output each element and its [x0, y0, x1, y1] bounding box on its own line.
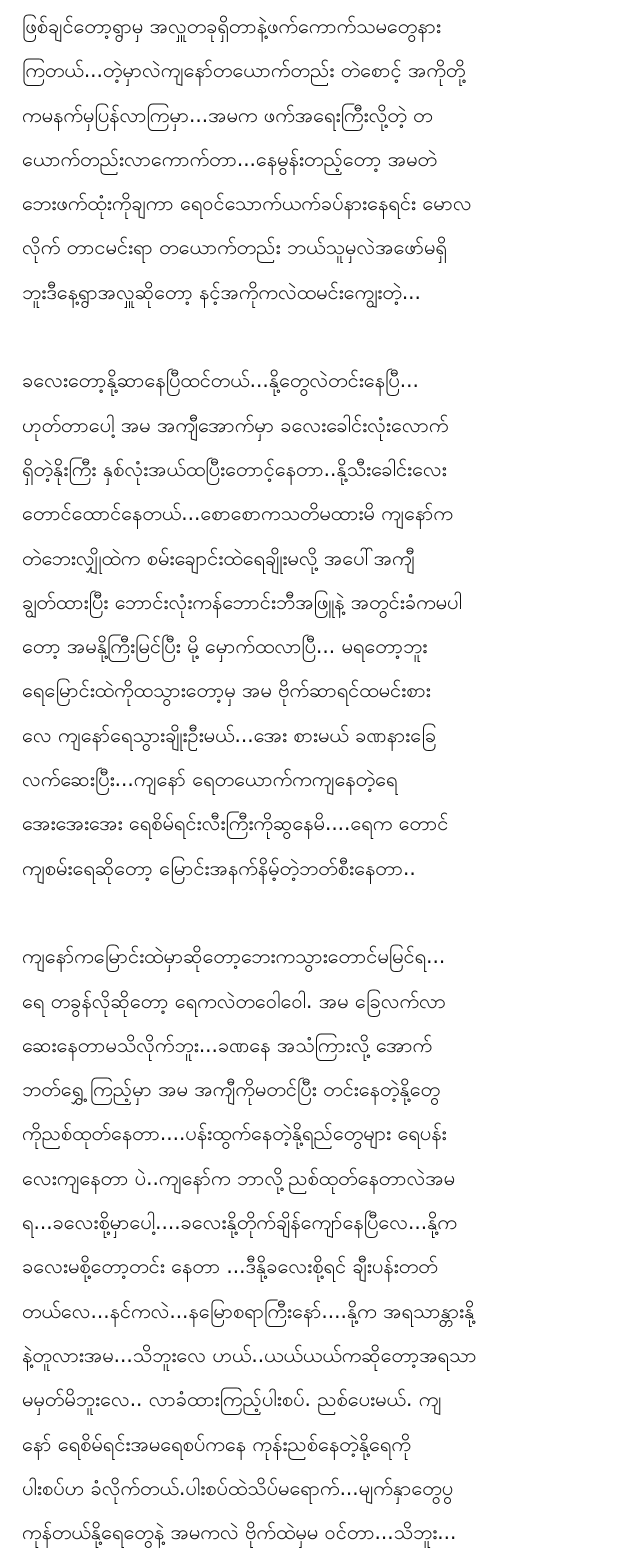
- text-line: ဘတ်ရွှေ့ ကြည့်မှာ အမ အကျီကိုမတင်ပြီး တင်းနေတဲ့နို့တွေ: [22, 1077, 441, 1102]
- text-line: တယ်လေ...နင်ကလဲ...နမြောစရာကြီးနော်....နို့က အရသာန္တားနို့: [22, 1298, 475, 1323]
- text-line: ဖြစ်ချင်တော့ရွာမှ အလှူတခုရှိတာနဲ့ဖက်ကောက်သမတွေနား: [22, 14, 441, 38]
- text-line: ခလေးတော့နို့ဆာနေပြီထင်တယ်...နို့တွေလဲတင်းနေပြီ...: [22, 368, 419, 393]
- text-line: ပါးစပ်ဟ ခံလိုက်တယ်.ပါးစပ်ထဲသိပ်မရောက်...မျက်နှာတွေပွ: [22, 1475, 454, 1500]
- text-line: နော် ရေစိမ်ရင်းအမရေစပ်ကနေ ကုန်းညစ်နေတဲ့နို့ရေကို: [22, 1431, 411, 1456]
- text-line: ဆေးနေတာမသိလိုက်ဘူး...ခဏနေ အသံကြားလို့ အောက်: [22, 1032, 433, 1057]
- text-line: ရေမြောင်းထဲကိုထသွားတော့မှ အမ ဗိုက်ဆာရင်ထမင်းစား: [22, 678, 431, 703]
- text-line: နဲ့တူလားအမ...သိဘူးလေ ဟယ်..ယယ်ယယ်ကဆိုတော့အရသာ: [22, 1342, 477, 1367]
- text-line: ရှိတဲ့နိုးကြီး နှစ်လုံးအယ်ထပြီးတောင့်နေတာ..နို့သီးခေါင်းလေး: [22, 456, 447, 481]
- text-line: ရေ တခွန်လိုဆိုတော့ ရေကလဲတဝေါဝေါ. အမ ခြေလက်လာ: [22, 988, 447, 1013]
- text-line: ချွတ်ထားပြီး ဘောင်းလုံးကန်ဘောင်းဘီအဖြူနဲ့ အတွင်းခံကမပါ: [22, 589, 462, 614]
- text-line: လေ ကျနော်ရေသွားချိုးဦးမယ်...အေး စားမယ် ခဏနားခြေ: [22, 722, 437, 747]
- text-line: လက်ဆေးပြီး...ကျနော် ရေတယောက်ကကျနေတဲ့ရေ: [22, 767, 398, 792]
- text-line: ကြတယ်...တဲ့မှာလဲကျနော်တယောက်တည်း တဲစောင့် အကိုတို့: [22, 58, 466, 83]
- text-line: ဘေးဖက်ထုံးကိုချကာ ရေဝင်သောက်ယက်ခပ်နားနေရင်း မောလ: [22, 191, 472, 216]
- text-line: တဲဘေးလျှိုထဲက စမ်းချောင်းထဲရေချိုးမလို့ အပေါ်အကျီ: [22, 545, 415, 570]
- paragraph: [22, 934, 619, 1554]
- text-line: လေးကျနေတာ ပဲ..ကျနော်က ဘာလို့ညစ်ထုတ်နေတာလဲအမ: [22, 1165, 456, 1190]
- text-line: မမှတ်မိဘူးလေ.. လာခံထားကြည့်ပါးစပ်. ညစ်ပေးမယ်. ကျ: [22, 1387, 442, 1412]
- text-line: ကမနက်မှပြန်လာကြမှာ...အမက ဖက်အရေးကြီးလို့တဲ့ တ: [22, 102, 433, 127]
- text-line: ဟုတ်တာပေါ့ အမ အကျီအောက်မှာ ခလေးခေါင်းလုံးလောက်: [22, 412, 449, 437]
- text-line: ကိုညစ်ထုတ်နေတာ....ပန်းထွက်နေတဲ့နို့ရည်တွေများ ရေပန်း: [22, 1121, 447, 1146]
- text-line: ကုန်တယ်နို့ရေတွေနဲ့ အမကလဲ ဗိုက်ထဲမှမ ဝင်တာ...သိဘူး...: [22, 1520, 457, 1545]
- text-line: ယောက်တည်းလာကောက်တာ...နေမွန်းတည့်တော့ အမတဲ: [22, 146, 437, 171]
- text-line: ဘူးဒီနေ့ရွာအလှူဆိုတော့ နင့်အကိုကလဲထမင်းကျွေးတဲ့...: [22, 279, 421, 304]
- text-line: တော့ အမနို့ကြီးမြင်ပြီး မို့ မှောက်ထလာပြီ... မရတော့ဘူး: [22, 634, 428, 659]
- text-line: ကျစမ်းရေဆိုတော့ မြောင်းအနက်နိမ့်တဲ့ဘတ်စီးနေတာ..: [22, 855, 416, 880]
- text-line: တောင်ထောင်နေတယ်...စောစောကသတိမထားမိ ကျနော်က: [22, 501, 453, 526]
- text-line: ခလေးမစို့တော့တင်း နေတာ ...ဒီနို့ခလေးစို့ရင် ချီးပန်းတတ်: [22, 1254, 438, 1279]
- paragraph-gap: [22, 890, 619, 934]
- text-line: ကျနော်ကမြောင်းထဲမှာဆိုတော့ဘေးကသွားတောင်မမြင်ရ...: [22, 944, 446, 969]
- text-line: အေးအေးအေး ရေစိမ်ရင်းလီးကြီးကိုဆွနေမိ....ရေက တောင်: [22, 811, 449, 836]
- paragraph: [22, 4, 619, 314]
- text-line: လိုက် တာငမင်းရာ တယောက်တည်း ဘယ်သူမှလဲအဖော်မရှိ: [22, 235, 447, 260]
- text-line: ရ...ခလေးစို့မှာပေါ့....ခလေးနို့တိုက်ချိန်ကျော်နေပြီလေ...နို့က: [22, 1210, 457, 1235]
- paragraph: [22, 358, 619, 890]
- story-text: [22, 4, 619, 1554]
- paragraph-gap: [22, 314, 619, 358]
